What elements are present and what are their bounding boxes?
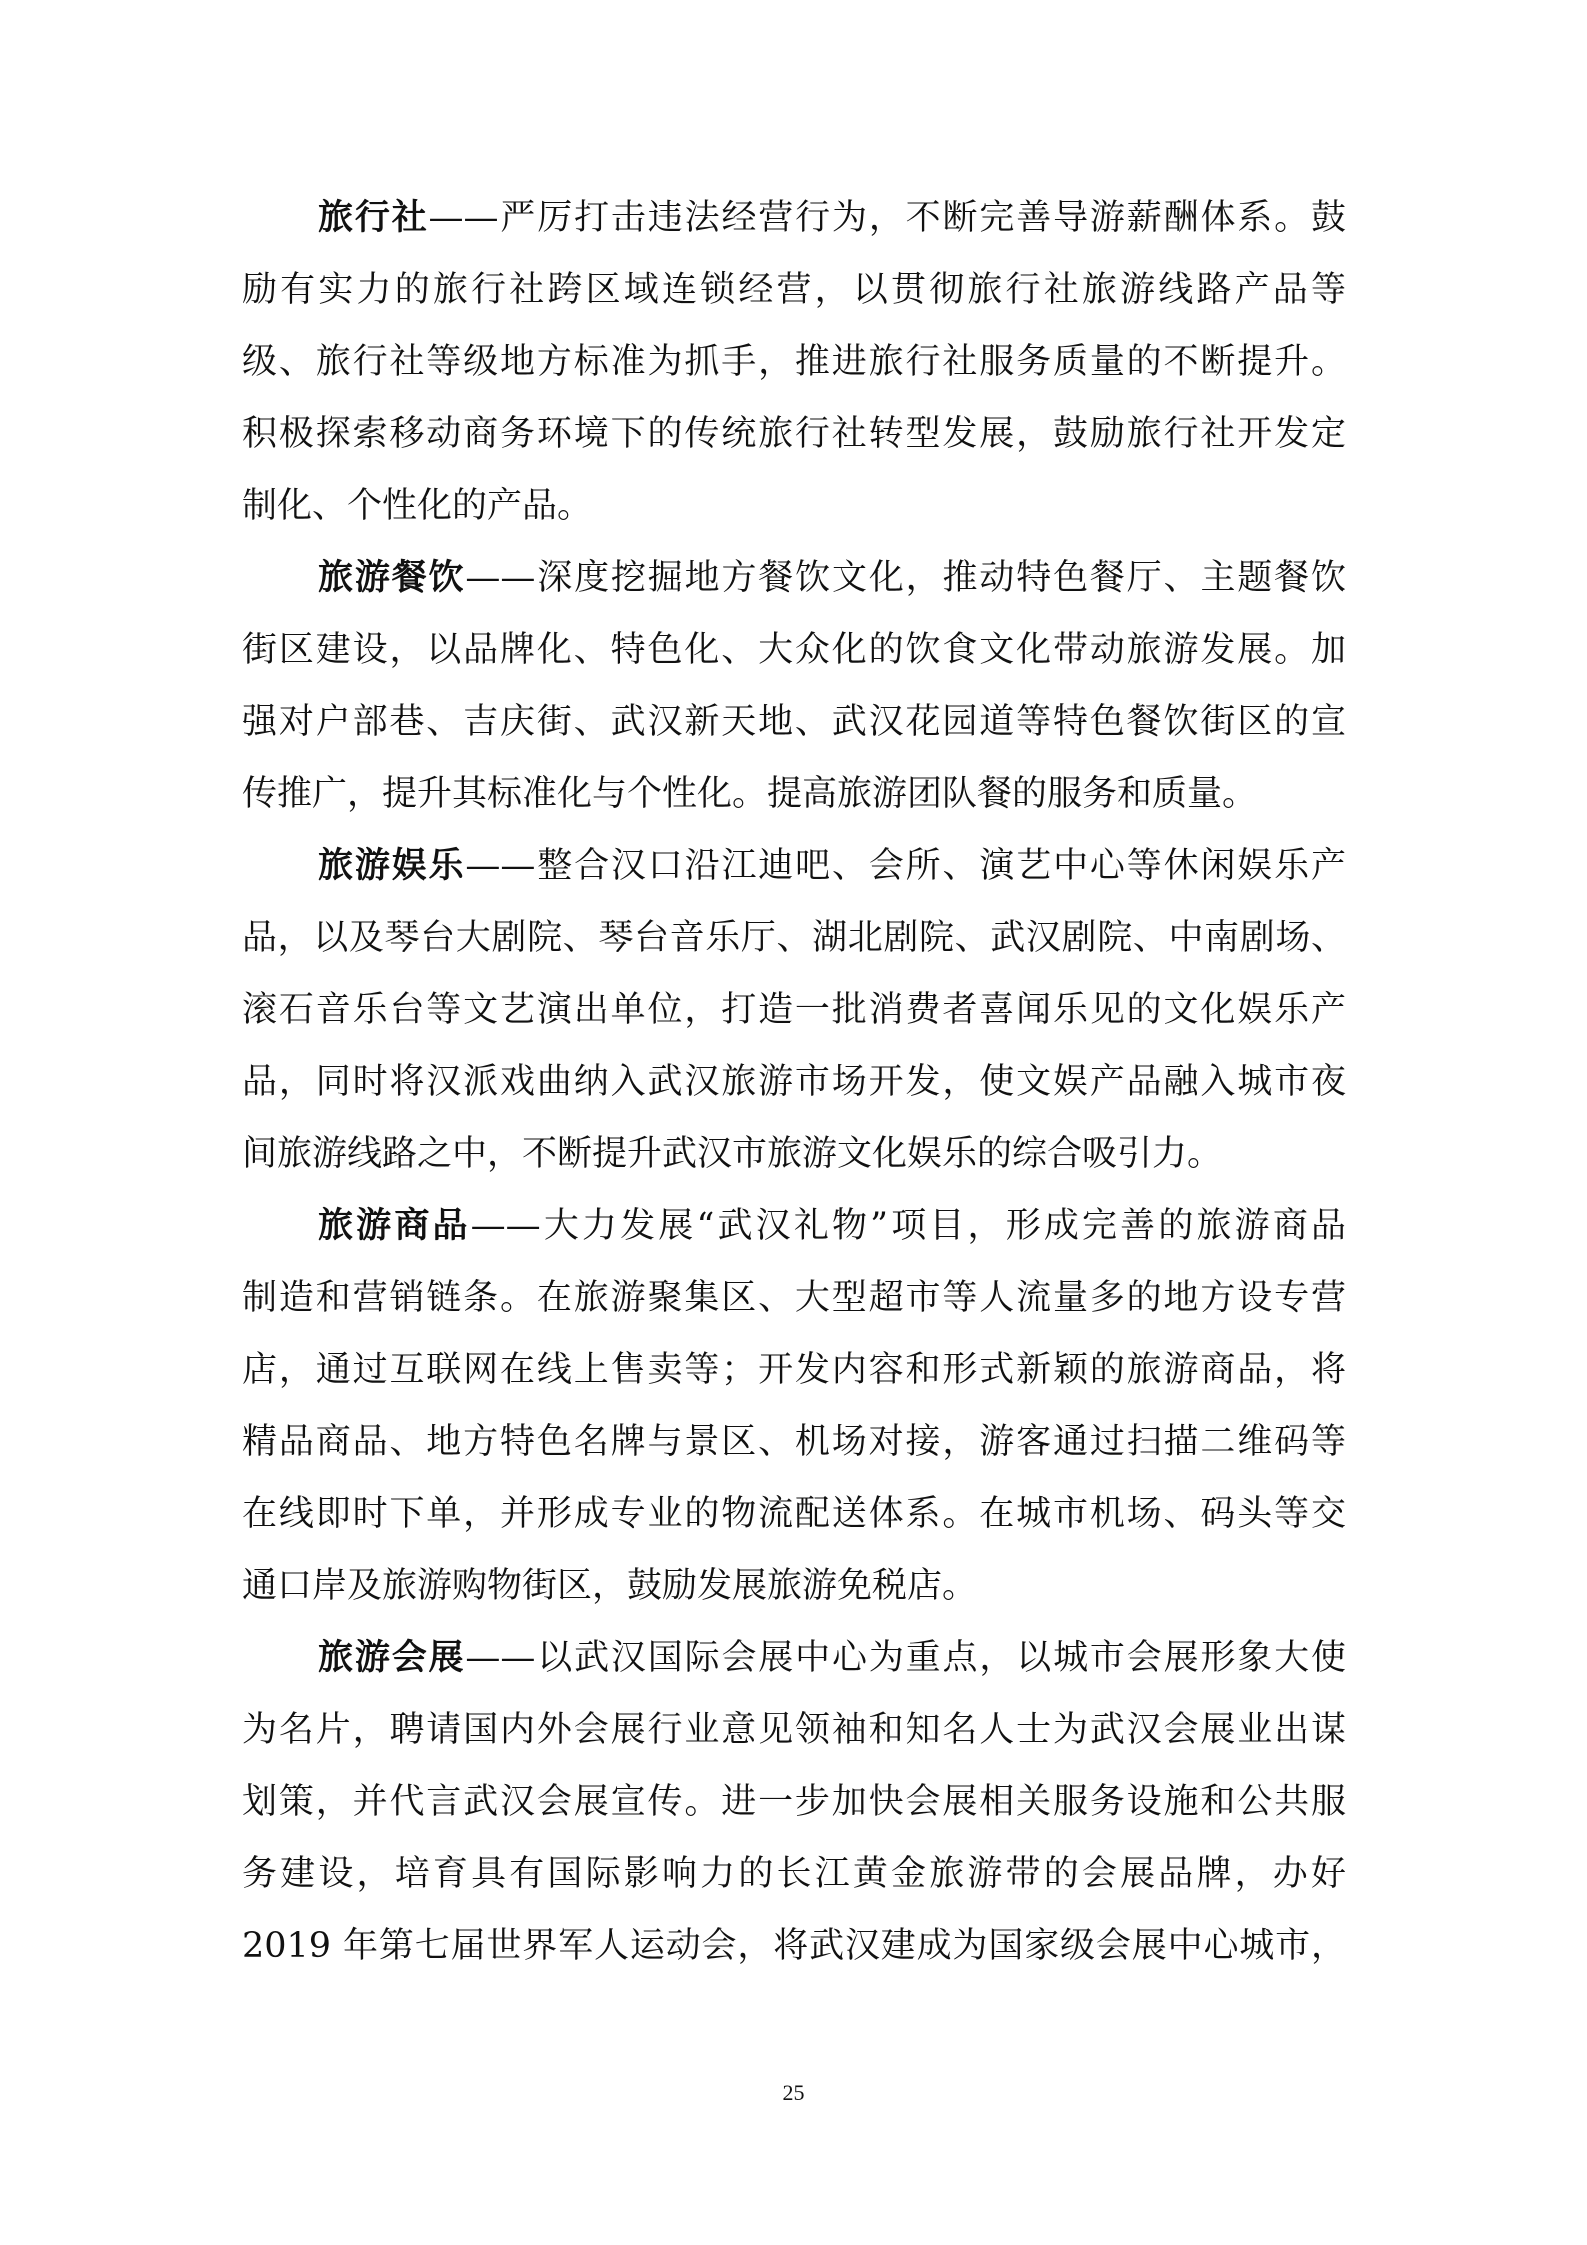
line-text: ——以武汉国际会展中心为重点，以城市会展形象大使 [465, 1638, 1346, 1678]
text-line: 积极探索移动商务环境下的传统旅行社转型发展，鼓励旅行社开发定 [242, 414, 1346, 454]
text-line [242, 1622, 1346, 1694]
paragraph-lead: 旅游会展 [318, 1638, 466, 1678]
text-line: 划策，并代言武汉会展宣传。进一步加快会展相关服务设施和公共服 [242, 1782, 1346, 1822]
text-line: 励有实力的旅行社跨区域连锁经营，以贯彻旅行社旅游线路产品等 [242, 270, 1346, 310]
text-line: 2019 年第七届世界军人运动会，将武汉建成为国家级会展中心城市， [242, 1926, 1346, 1966]
text-line: 滚石音乐台等文艺演出单位，打造一批消费者喜闻乐见的文化娱乐产 [242, 990, 1346, 1030]
text-line: 精品商品、地方特色名牌与景区、机场对接，游客通过扫描二维码等 [242, 1422, 1346, 1462]
paragraph-lead: 旅游商品 [318, 1206, 471, 1246]
paragraph-tourism-goods [242, 1190, 1346, 1622]
text-line: 通口岸及旅游购物街区，鼓励发展旅游免税店。 [242, 1566, 978, 1606]
text-line [242, 542, 1346, 614]
text-line [242, 830, 1346, 902]
text-line: 间旅游线路之中，不断提升武汉市旅游文化娱乐的综合吸引力。 [242, 1134, 1223, 1174]
text-line: 级、旅行社等级地方标准为抓手，推进旅行社服务质量的不断提升。 [242, 342, 1346, 382]
paragraph-tourism-entertainment [242, 830, 1346, 1190]
text-line: 为名片，聘请国内外会展行业意见领袖和知名人士为武汉会展业出谋 [242, 1710, 1346, 1750]
paragraph-lead: 旅游娱乐 [318, 846, 466, 886]
text-line: 务建设，培育具有国际影响力的长江黄金旅游带的会展品牌，办好 [242, 1854, 1346, 1894]
text-line: 品，同时将汉派戏曲纳入武汉旅游市场开发，使文娱产品融入城市夜 [242, 1062, 1346, 1102]
text-line: 街区建设，以品牌化、特色化、大众化的饮食文化带动旅游发展。加 [242, 630, 1346, 670]
text-line: 店，通过互联网在线上售卖等；开发内容和形式新颖的旅游商品，将 [242, 1350, 1346, 1390]
paragraph-tourism-dining [242, 542, 1346, 830]
text-line: 强对户部巷、吉庆街、武汉新天地、武汉花园道等特色餐饮街区的宣 [242, 702, 1346, 742]
line-text: ——整合汉口沿江迪吧、会所、演艺中心等休闲娱乐产 [465, 846, 1346, 886]
text-line: 制造和营销链条。在旅游聚集区、大型超市等人流量多的地方设专营 [242, 1278, 1346, 1318]
text-line: 传推广，提升其标准化与个性化。提高旅游团队餐的服务和质量。 [242, 774, 1258, 814]
line-text: ——严厉打击违法经营行为，不断完善导游薪酬体系。鼓 [428, 198, 1346, 238]
text-line [242, 1190, 1346, 1262]
paragraph-travel-agency [242, 182, 1346, 542]
text-line [242, 182, 1346, 254]
text-line: 品，以及琴台大剧院、琴台音乐厅、湖北剧院、武汉剧院、中南剧场、 [242, 918, 1346, 958]
text-line: 制化、个性化的产品。 [242, 486, 593, 526]
paragraph-lead: 旅行社 [318, 198, 429, 238]
paragraph-lead: 旅游餐饮 [318, 558, 466, 598]
text-line: 在线即时下单，并形成专业的物流配送体系。在城市机场、码头等交 [242, 1494, 1346, 1534]
line-text: ——大力发展“武汉礼物”项目，形成完善的旅游商品 [470, 1206, 1346, 1246]
paragraph-tourism-exhibition [242, 1622, 1346, 1982]
line-text: ——深度挖掘地方餐饮文化，推动特色餐厅、主题餐饮 [465, 558, 1346, 598]
document-body [242, 182, 1346, 1982]
page-number: 25 [782, 2080, 805, 2105]
